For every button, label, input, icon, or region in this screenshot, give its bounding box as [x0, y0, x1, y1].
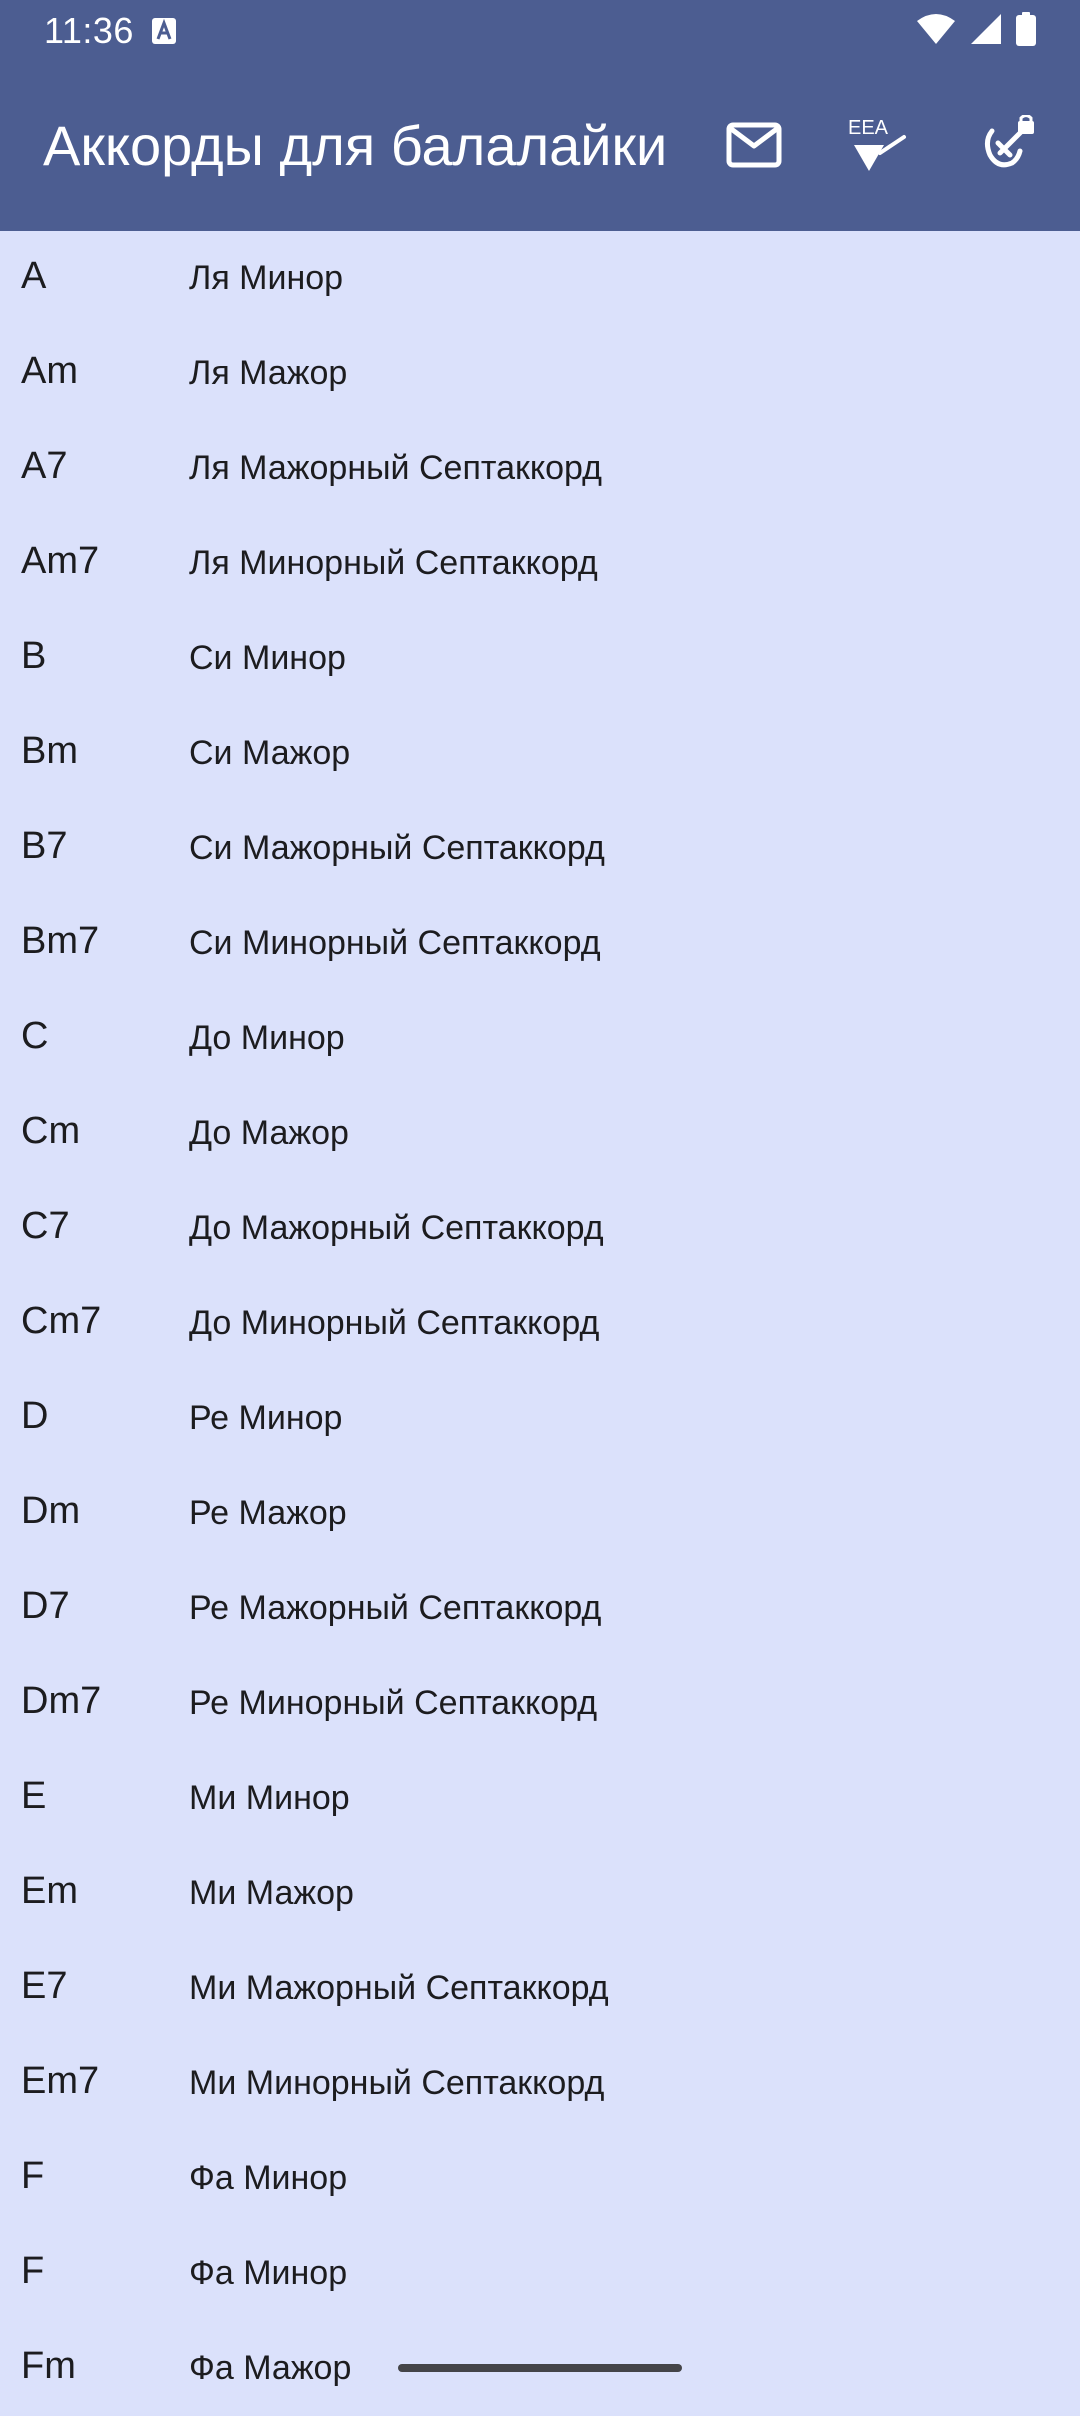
chord-list-item[interactable]	[0, 1371, 1080, 1466]
chord-symbol: C	[21, 1015, 49, 1057]
chord-name: Си Мажорный Септаккорд	[189, 829, 605, 867]
chord-list-item[interactable]	[0, 421, 1080, 516]
chord-name: Ми Минорный Септаккорд	[189, 2064, 605, 2102]
chord-name: Фа Минор	[189, 2254, 348, 2292]
chord-symbol: Bm	[21, 730, 78, 772]
wifi-icon	[916, 13, 956, 50]
chord-symbol: E7	[21, 1965, 68, 2007]
chord-list-item[interactable]	[0, 1086, 1080, 1181]
chord-name: Ми Мажор	[189, 1874, 354, 1912]
status-time: 11:36	[44, 10, 134, 51]
chord-name: Ля Минорный Септаккорд	[189, 544, 598, 582]
chord-list-item[interactable]	[0, 1181, 1080, 1276]
mail-icon	[726, 122, 782, 173]
chord-symbol: A7	[21, 445, 68, 487]
chord-symbol: E	[21, 1775, 47, 1817]
chord-name: Ля Минор	[189, 259, 344, 297]
chord-name: Ре Мажор	[189, 1494, 347, 1532]
chord-list-item[interactable]	[0, 1751, 1080, 1846]
chord-list-item[interactable]	[0, 1276, 1080, 1371]
status-bar	[0, 0, 1080, 62]
chord-name: До Мажорный Септаккорд	[189, 1209, 604, 1247]
chord-symbol: B	[21, 635, 47, 677]
chord-list-item[interactable]	[0, 801, 1080, 896]
chord-symbol: Em7	[21, 2060, 100, 2102]
cellular-signal-icon	[970, 13, 1002, 50]
chord-symbol: Am	[21, 350, 78, 392]
chord-list-item[interactable]	[0, 1656, 1080, 1751]
chord-list	[0, 231, 1080, 2416]
chord-symbol: Cm	[21, 1110, 81, 1152]
page-title: Аккорды для балалайки	[43, 114, 668, 177]
chord-name: Фа Минор	[189, 2159, 348, 2197]
chord-name: Ре Минор	[189, 1399, 343, 1437]
chord-symbol: B7	[21, 825, 68, 867]
chord-name: До Минорный Септаккорд	[189, 1304, 600, 1342]
chord-name: Ля Мажор	[189, 354, 348, 392]
chord-symbol: C7	[21, 1205, 70, 1247]
chord-symbol: Dm7	[21, 1680, 102, 1722]
chord-symbol: F	[21, 2250, 45, 2292]
chord-name: Ре Мажорный Септаккорд	[189, 1589, 602, 1627]
chord-name: До Мажор	[189, 1114, 349, 1152]
chord-name: Ми Минор	[189, 1779, 350, 1817]
battery-icon	[1016, 12, 1036, 51]
chord-list-item[interactable]	[0, 991, 1080, 1086]
chord-name: Ля Мажорный Септаккорд	[189, 449, 602, 487]
chord-list-item[interactable]	[0, 2226, 1080, 2321]
guitar-lock-icon	[978, 115, 1038, 180]
chord-name: Си Минор	[189, 639, 346, 677]
text-a-icon	[152, 18, 176, 44]
eea-consent-button[interactable]	[826, 97, 926, 197]
chord-name: Си Минорный Септаккорд	[189, 924, 601, 962]
chord-symbol: Bm7	[21, 920, 100, 962]
chord-list-item[interactable]	[0, 2036, 1080, 2131]
chord-list-item[interactable]	[0, 2131, 1080, 2226]
mail-button[interactable]	[704, 97, 804, 197]
chord-list-item[interactable]	[0, 1466, 1080, 1561]
chord-name: Фа Мажор	[189, 2349, 352, 2387]
chord-symbol: Dm	[21, 1490, 81, 1532]
chord-name: Ми Мажорный Септаккорд	[189, 1969, 609, 2007]
chord-list-item[interactable]	[0, 1941, 1080, 2036]
chord-name: До Минор	[189, 1019, 345, 1057]
chord-symbol: F	[21, 2155, 45, 2197]
eea-label: EEA	[848, 117, 889, 139]
chord-list-item[interactable]	[0, 611, 1080, 706]
chord-list-item[interactable]	[0, 706, 1080, 801]
chord-symbol: D7	[21, 1585, 70, 1627]
chord-list-item[interactable]	[0, 326, 1080, 421]
eea-consent-icon	[844, 115, 908, 179]
gesture-navigation-bar[interactable]	[398, 2364, 682, 2372]
chord-symbol: Em	[21, 1870, 78, 1912]
chord-list-item[interactable]	[0, 1846, 1080, 1941]
chord-list-item[interactable]	[0, 896, 1080, 991]
guitar-lock-button[interactable]	[958, 97, 1058, 197]
chord-list-item[interactable]	[0, 516, 1080, 611]
chord-symbol: A	[21, 255, 47, 297]
chord-symbol: D	[21, 1395, 49, 1437]
chord-name: Си Мажор	[189, 734, 351, 772]
app-bar	[0, 62, 1080, 231]
chord-symbol: Fm	[21, 2345, 76, 2387]
chord-list-item[interactable]	[0, 1561, 1080, 1656]
chord-symbol: Cm7	[21, 1300, 102, 1342]
chord-name: Ре Минорный Септаккорд	[189, 1684, 598, 1722]
status-icons	[916, 14, 1036, 48]
chord-list-item[interactable]	[0, 231, 1080, 326]
chord-symbol: Am7	[21, 540, 100, 582]
